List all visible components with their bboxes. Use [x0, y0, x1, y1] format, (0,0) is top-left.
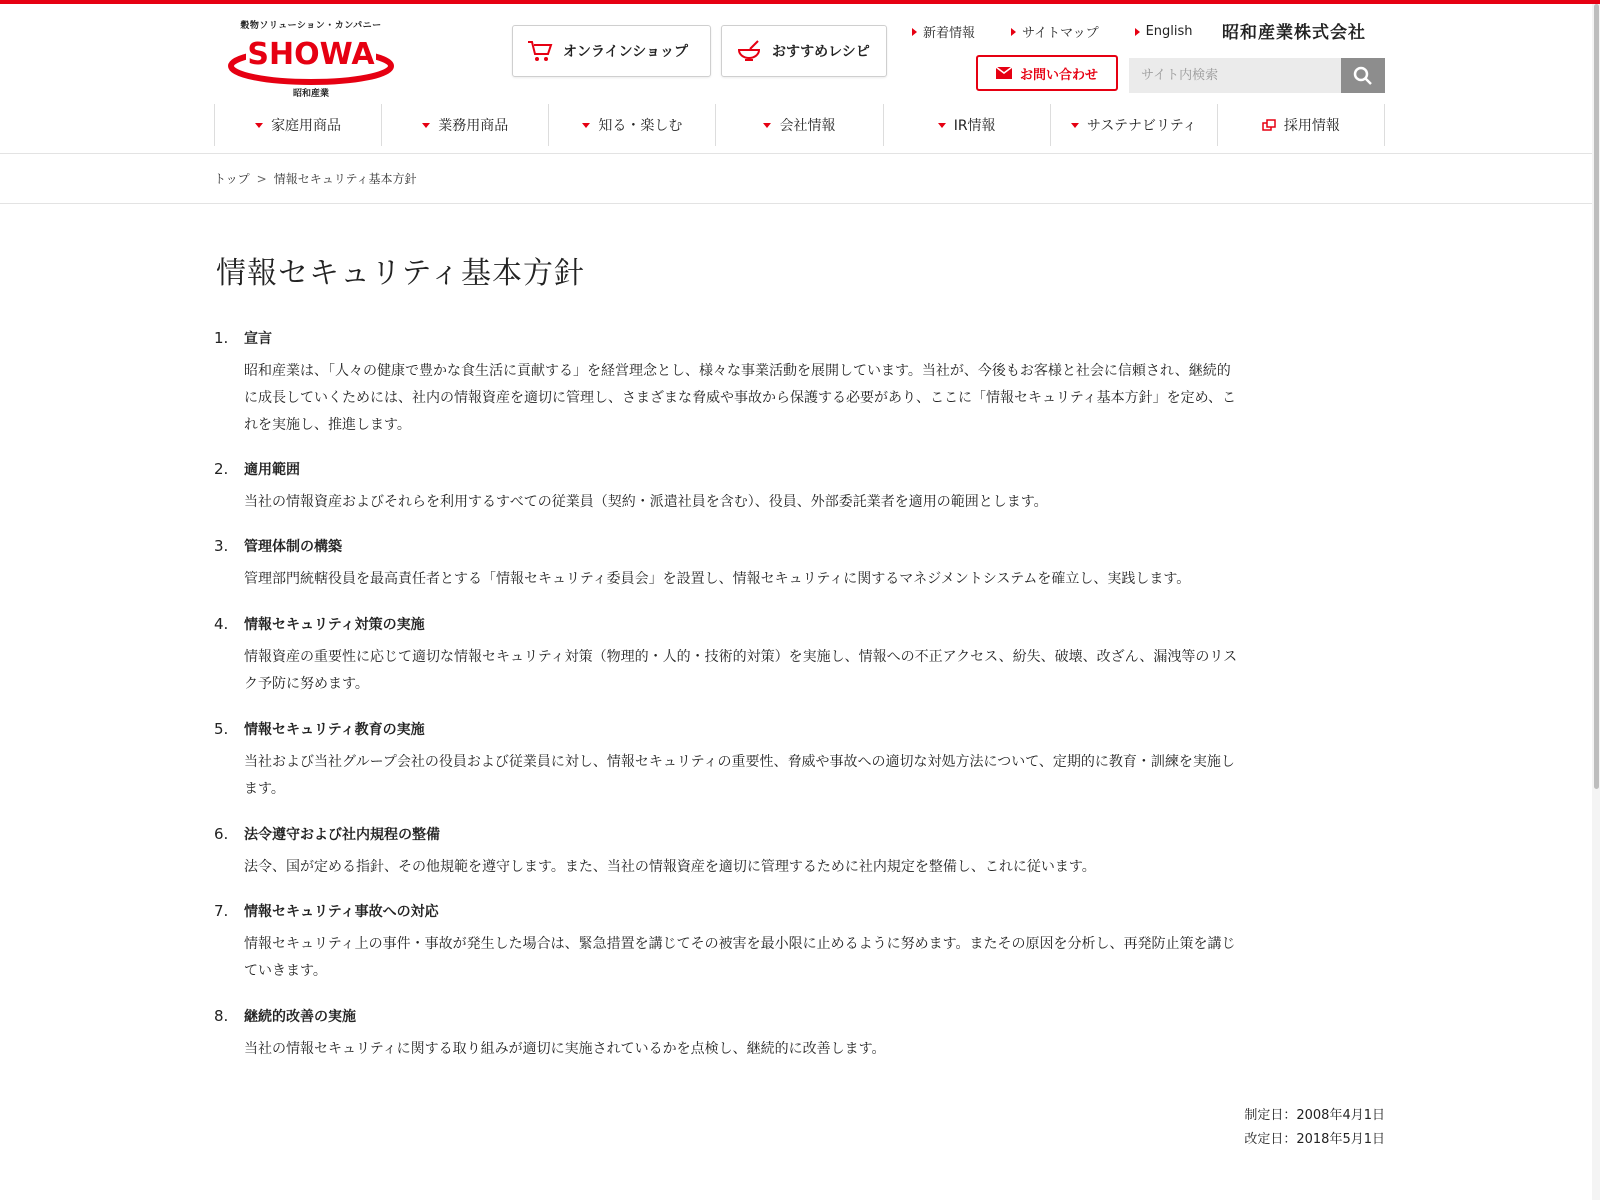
revised-date: 改定日：2018年5月1日 [1244, 1132, 1385, 1147]
section-heading [214, 614, 1385, 634]
arrow-right-icon [1135, 28, 1140, 36]
section-heading [214, 459, 1385, 479]
section-number: 1. [214, 329, 229, 347]
section-body-line: ていきます。 [244, 963, 327, 979]
contact-button[interactable] [976, 55, 1118, 91]
link-english-label: English [1145, 24, 1193, 39]
recipe-button[interactable] [721, 25, 887, 77]
mail-icon [996, 67, 1012, 79]
section-heading-text: 管理体制の構築 [244, 539, 342, 555]
nav-label: 家庭用商品 [271, 118, 342, 134]
link-news[interactable] [912, 22, 975, 41]
caret-down-icon [422, 123, 430, 128]
section-body [244, 489, 1385, 516]
bowl-icon [736, 38, 762, 64]
utility-links [912, 22, 1229, 41]
scrollbar-thumb[interactable] [1594, 4, 1599, 789]
policy-section [214, 901, 1385, 985]
nav-ir[interactable] [884, 104, 1051, 146]
section-number: 3. [214, 537, 229, 555]
breadcrumb-current: 情報セキュリティ基本方針 [273, 172, 417, 186]
section-body-line: に成長していくためには、社内の情報資産を適切に管理し、さまざまな脅威や事故から保護する必要があり、ここに「情報セキュリティ基本方針」を定め、こ [244, 390, 1237, 406]
logo-mark-icon [226, 30, 396, 86]
nav-label: 採用情報 [1283, 118, 1340, 134]
section-body-line: 当社の情報資産およびそれらを利用するすべての従業員（契約・派遣社員を含む）、役員、外部委託業者を適用の範囲とします。 [244, 494, 1048, 510]
section-number: 7. [214, 902, 229, 920]
section-body-line: 情報資産の重要性に応じて適切な情報セキュリティ対策（物理的・人的・技術的対策）を実施し、情報への不正アクセス、紛失、破壊、改ざん、漏洩等のリス [244, 649, 1238, 665]
nav-recruit[interactable] [1218, 104, 1385, 146]
cart-icon [527, 38, 553, 64]
nav-label: 会社情報 [779, 118, 836, 134]
section-body-line: 当社および当社グループ会社の役員および従業員に対し、情報セキュリティの重要性、脅威や事故への適切な対処方法について、定期的に教育・訓練を実施し [244, 754, 1235, 770]
section-body-line: 当社の情報セキュリティに関する取り組みが適切に実施されているかを点検し、継続的に改善します。 [244, 1041, 886, 1057]
section-heading-text: 情報セキュリティ教育の実施 [244, 722, 425, 738]
policy-dates [1244, 1104, 1385, 1152]
logo-tagline: 穀物ソリューション・カンパニー [240, 21, 382, 31]
breadcrumb-home[interactable]: トップ [214, 172, 250, 186]
arrow-right-icon [1011, 28, 1016, 36]
online-shop-button[interactable] [512, 25, 711, 77]
search-icon [1353, 66, 1373, 86]
section-body-line: 昭和産業は、「人々の健康で豊かな食生活に貢献する」を経営理念とし、様々な事業活動を展開しています。当社が、今後もお客様と社会に信頼され、継続的 [244, 363, 1231, 379]
policy-section [214, 328, 1385, 439]
section-number: 6. [214, 825, 229, 843]
caret-down-icon [1071, 123, 1079, 128]
policy-section [214, 614, 1385, 698]
link-news-label: 新着情報 [923, 26, 976, 41]
nav-label: IR情報 [953, 118, 996, 134]
section-number: 4. [214, 615, 229, 633]
policy-section [214, 719, 1385, 803]
policy-section [214, 536, 1385, 593]
section-heading-text: 宣言 [244, 331, 272, 347]
site-header [0, 4, 1592, 154]
caret-down-icon [938, 123, 946, 128]
section-body-line: ク予防に努めます。 [244, 676, 369, 692]
contact-label: お問い合わせ [1019, 67, 1098, 83]
recipe-label: おすすめレシピ [772, 44, 870, 60]
section-body-line: れを実施し、推進します。 [244, 417, 411, 433]
section-body-line: 法令、国が定める指針、その他規範を遵守します。また、当社の情報資産を適切に管理するために社内規定を整備し、これに従います。 [244, 859, 1096, 875]
caret-down-icon [763, 123, 771, 128]
chevron-right-icon: > [256, 171, 267, 186]
section-heading [214, 719, 1385, 739]
nav-label: 業務用商品 [438, 118, 509, 134]
nav-business-products[interactable] [382, 104, 549, 146]
section-number: 2. [214, 460, 229, 478]
link-sitemap-label: サイトマップ [1022, 26, 1099, 41]
nav-company[interactable] [716, 104, 883, 146]
section-body-line: 情報セキュリティ上の事件・事故が発生した場合は、緊急措置を講じてその被害を最小限に止めるように努めます。またその原因を分析し、再発防止策を講じ [244, 936, 1236, 952]
section-body-line: 管理部門統轄役員を最高責任者とする「情報セキュリティ委員会」を設置し、情報セキュリティに関するマネジメントシステムを確立し、実践します。 [244, 571, 1191, 587]
policy-section [214, 824, 1385, 881]
section-heading-text: 法令遵守および社内規程の整備 [244, 827, 440, 843]
page-scrollbar[interactable] [1592, 4, 1600, 1200]
section-heading-text: 情報セキュリティ対策の実施 [244, 617, 425, 633]
link-english[interactable] [1135, 22, 1193, 41]
section-number: 8. [214, 1007, 229, 1025]
section-body [244, 1036, 1385, 1063]
nav-home-products[interactable] [215, 104, 382, 146]
section-heading [214, 901, 1385, 921]
site-search [1129, 58, 1385, 93]
established-date: 制定日：2008年4月1日 [1244, 1108, 1385, 1123]
page-title: 情報セキュリティ基本方針 [216, 256, 585, 291]
policy-section [214, 459, 1385, 516]
global-nav [214, 104, 1385, 146]
online-shop-label: オンラインショップ [563, 44, 688, 60]
section-heading [214, 824, 1385, 844]
caret-down-icon [582, 123, 590, 128]
section-heading [214, 328, 1385, 348]
link-sitemap[interactable] [1011, 22, 1099, 41]
logo-sub: 昭和産業 [292, 89, 329, 99]
nav-sustainability[interactable] [1051, 104, 1218, 146]
arrow-right-icon [912, 28, 917, 36]
policy-section [214, 1006, 1385, 1063]
section-body [244, 854, 1385, 881]
section-body [244, 644, 1385, 698]
section-number: 5. [214, 720, 229, 738]
section-heading-text: 適用範囲 [244, 462, 300, 478]
nav-label: サステナビリティ [1086, 118, 1197, 134]
search-input[interactable] [1129, 58, 1341, 93]
section-body [244, 358, 1385, 439]
external-link-icon [1262, 119, 1276, 131]
corporate-name: 昭和産業株式会社 [1222, 23, 1366, 43]
breadcrumb [0, 154, 1592, 204]
search-button[interactable] [1341, 58, 1385, 93]
logo-wordmark: SHOWA [247, 37, 375, 72]
section-heading-text: 継続的改善の実施 [244, 1009, 356, 1025]
nav-learn-enjoy[interactable] [549, 104, 716, 146]
showa-logo[interactable] [226, 18, 396, 100]
caret-down-icon [255, 123, 263, 128]
section-heading-text: 情報セキュリティ事故への対応 [244, 904, 439, 920]
section-heading [214, 1006, 1385, 1026]
section-heading [214, 536, 1385, 556]
section-body [244, 931, 1385, 985]
section-body-line: ます。 [244, 781, 285, 797]
nav-label: 知る・楽しむ [598, 118, 683, 134]
section-body [244, 566, 1385, 593]
section-body [244, 749, 1385, 803]
